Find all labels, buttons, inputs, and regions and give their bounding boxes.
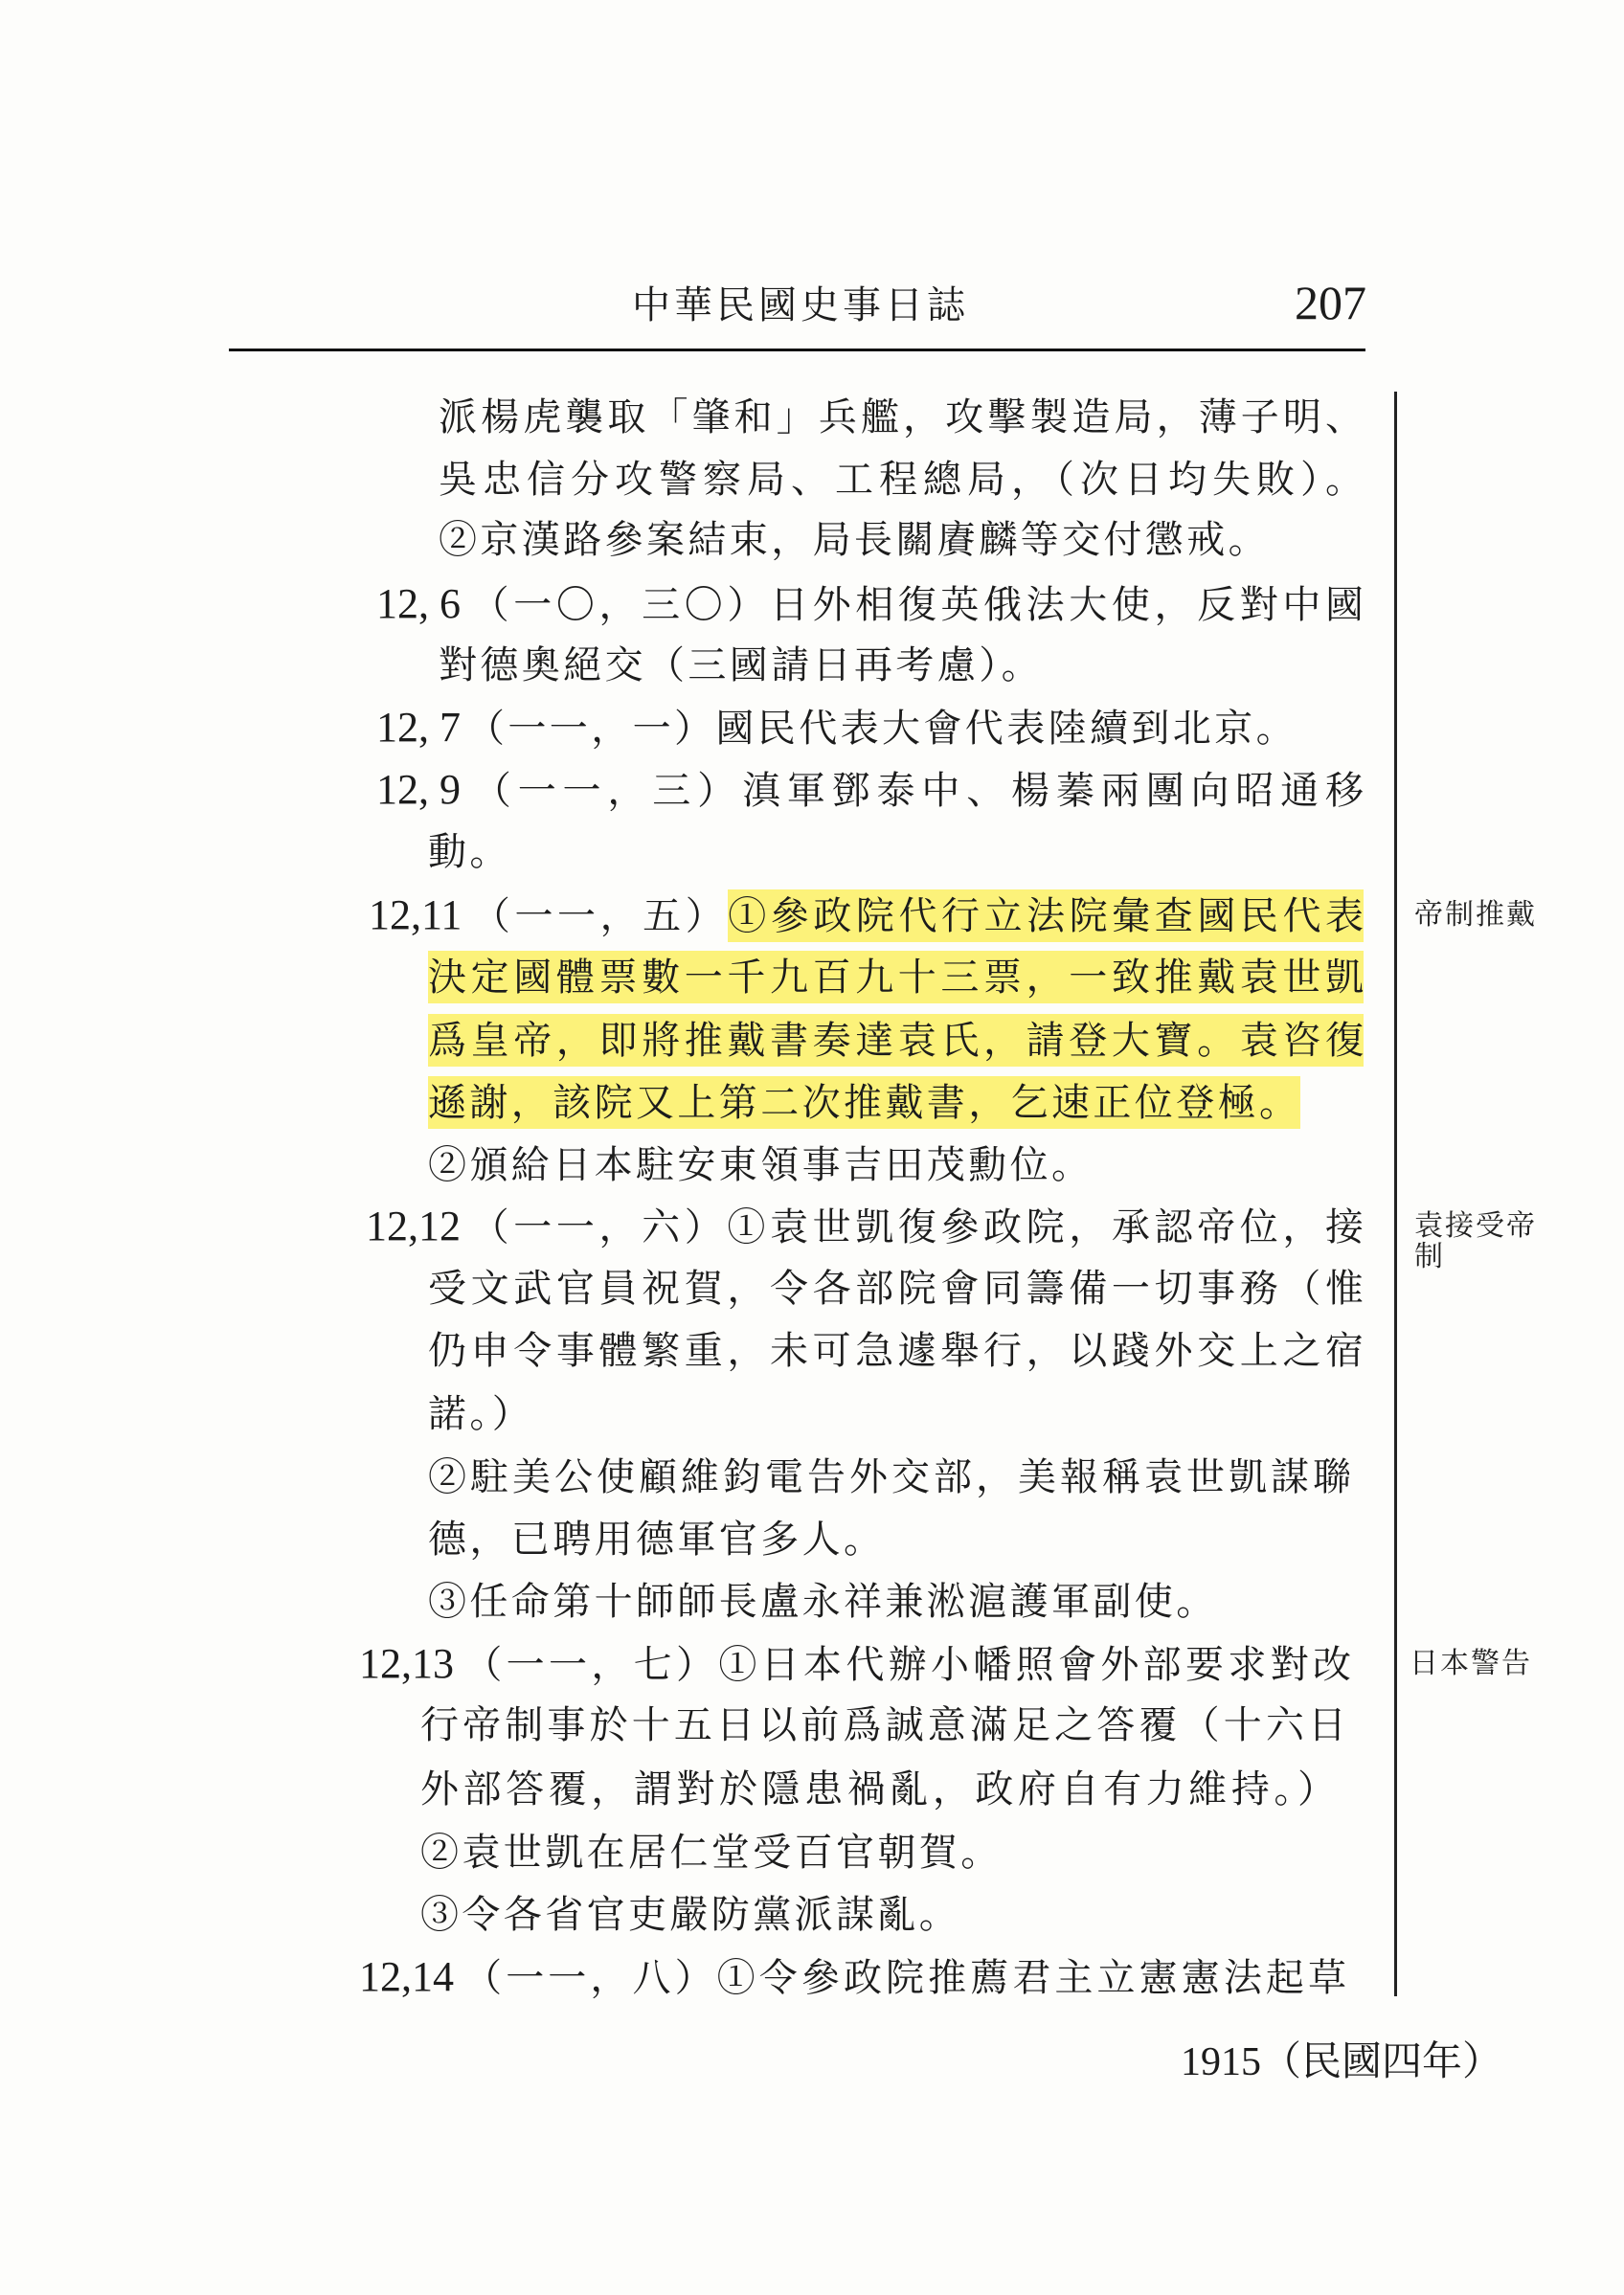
line-text: 諾。） [428, 1392, 534, 1435]
margin-rule [1394, 392, 1397, 1996]
margin-note: 日本警告 [1410, 1648, 1532, 1679]
entry-date: 12,12 [366, 1203, 461, 1249]
line-text: 受文武官員祝賀，令各部院會同籌備一切事務（惟 [428, 1267, 1364, 1310]
lunar-date: （一一，三） [466, 769, 742, 812]
text-line [420, 1830, 1003, 1876]
line-text: ②袁世凱在居仁堂受百官朝賀。 [420, 1831, 1003, 1874]
entry-date: 12,14 [359, 1953, 454, 2000]
entry-date: 12,13 [359, 1640, 454, 1687]
lunar-date: （一〇，三〇） [466, 583, 770, 626]
text-line [420, 1766, 1336, 1812]
line-text: 動。 [428, 830, 511, 873]
line-text: 吳忠信分攻警察局、工程總局，（次日均失敗）。 [439, 458, 1364, 501]
line-text: 外部答覆，謂對於隱患禍亂，政府自有力維持。） [420, 1767, 1336, 1811]
entry-date: 12,11 [369, 891, 462, 938]
text-line [428, 1328, 1364, 1374]
line-text: ②駐美公使顧維鈞電告外交部，美報稱袁世凱謀聯 [428, 1455, 1351, 1498]
text-line [428, 1018, 1364, 1064]
lunar-date: （一一，五） [467, 894, 729, 937]
text-line [428, 1142, 1093, 1188]
line-text: ①日本代辦小幡照會外部要求對改 [718, 1643, 1352, 1686]
text-line [420, 1892, 960, 1938]
line-text: 滇軍鄧泰中、楊蓁兩團向昭通移 [741, 769, 1365, 812]
entry-date: 12, 9 [376, 766, 461, 813]
highlighted-text: 遜謝，該院又上第二次推戴書，乞速正位登極。 [428, 1076, 1300, 1129]
highlighted-text: 爲皇帝，即將推戴書奏達袁氏，請登大寶。袁咨復 [428, 1014, 1364, 1067]
text-line [428, 1579, 1218, 1625]
text-line [428, 1266, 1364, 1312]
line-text: 行帝制事於十五日以前爲誠意滿足之答覆（十六日 [420, 1703, 1346, 1746]
text-line [428, 1454, 1351, 1500]
line-text: 國民代表大會代表陸續到北京。 [715, 707, 1298, 750]
entry-date: 12, 7 [376, 704, 461, 751]
text-line [439, 394, 1364, 440]
entry-line [366, 1204, 1364, 1250]
line-text: ②頒給日本駐安東領事吉田茂勳位。 [428, 1143, 1094, 1186]
entry-line [376, 767, 1364, 814]
lunar-date: （一一，一） [466, 707, 716, 750]
entry-line [359, 1641, 1351, 1688]
margin-note: 帝制推戴 [1414, 899, 1537, 931]
line-text: 德，已聘用德軍官多人。 [428, 1518, 886, 1561]
text-line [428, 1517, 885, 1563]
lunar-date: （一一，七） [460, 1643, 719, 1686]
line-text: 派楊虎襲取「肇和」兵艦，攻擊製造局，薄子明、 [439, 395, 1364, 439]
line-text: ①令參政院推薦君主立憲憲法起草 [716, 1956, 1347, 1999]
lunar-date: （一一，六） [466, 1205, 728, 1249]
entry-line [369, 892, 1364, 939]
line-text: 對德奧絕交（三國請日再考慮）。 [439, 643, 1043, 686]
text-line [439, 642, 1043, 688]
lunar-date: （一一，八） [460, 1956, 717, 1999]
line-text: ②京漢路參案結束，局長關賡麟等交付懲戒。 [439, 518, 1270, 561]
page-number: 207 [1295, 276, 1366, 329]
entry-line [376, 705, 1297, 752]
highlighted-text: 決定國體票數一千九百九十三票，一致推戴袁世凱 [428, 951, 1364, 1003]
highlighted-text: ①參政院代行立法院彙查國民代表 [728, 889, 1364, 942]
text-line [428, 1391, 533, 1437]
text-line [439, 517, 1270, 563]
line-text: 仍申令事體繁重，未可急遽舉行，以踐外交上之宿 [428, 1329, 1364, 1372]
text-line [428, 955, 1364, 1001]
entry-line [376, 581, 1364, 628]
text-line [428, 1080, 1300, 1126]
line-text: ③任命第十師師長盧永祥兼淞滬護軍副使。 [428, 1580, 1218, 1623]
text-line [428, 829, 511, 875]
text-line [439, 457, 1364, 503]
running-footer-year: 1915（民國四年） [1181, 2040, 1503, 2084]
margin-note: 袁接受帝制 [1414, 1210, 1537, 1272]
text-line [420, 1702, 1346, 1748]
line-text: 日外相復英俄法大使，反對中國 [769, 583, 1365, 626]
line-text: ①袁世凱復參政院，承認帝位，接 [727, 1205, 1365, 1249]
entry-line [359, 1954, 1346, 2001]
header-rule [229, 349, 1365, 351]
line-text: ③令各省官吏嚴防黨派謀亂。 [420, 1893, 961, 1936]
entry-date: 12, 6 [376, 580, 461, 627]
running-header-title: 中華民國史事日誌 [632, 283, 969, 326]
